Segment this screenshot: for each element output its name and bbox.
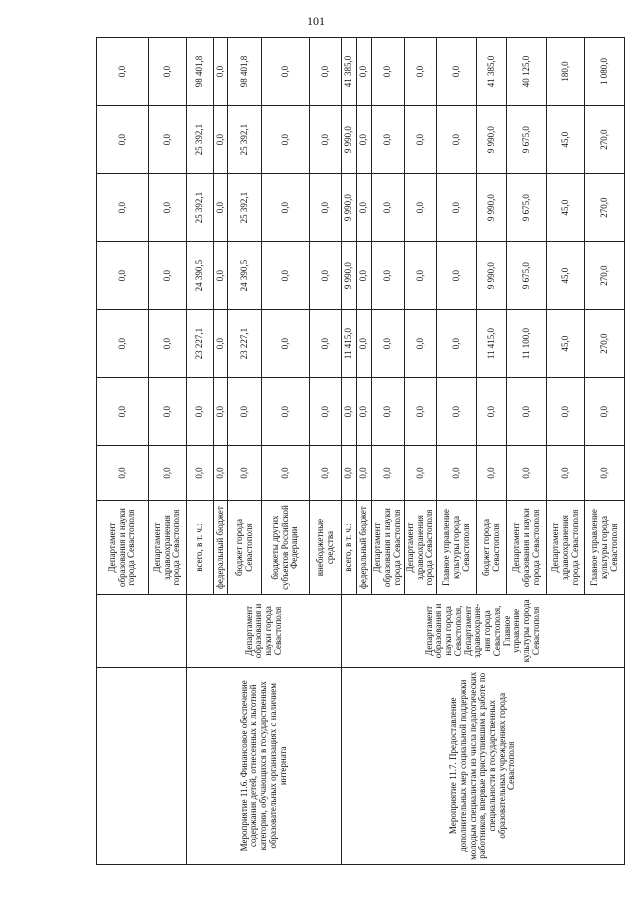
value-cell: 11 415,0 xyxy=(477,310,507,378)
value-cell: 0,0 xyxy=(97,38,149,106)
value-cell: 41 385,0 xyxy=(477,38,507,106)
value-cell: 0,0 xyxy=(214,38,228,106)
value-cell: 0,0 xyxy=(310,378,342,446)
value-cell: 0,0 xyxy=(262,446,310,501)
funding-source-cell: Департамент здравоохранения города Севастополя xyxy=(405,500,437,594)
value-cell: 0,0 xyxy=(214,174,228,242)
value-cell: 0,0 xyxy=(405,378,437,446)
funding-source-cell: бюджеты других субъектов Российской Федерации xyxy=(262,500,310,594)
value-cell: 0,0 xyxy=(477,446,507,501)
value-cell: 0,0 xyxy=(357,242,372,310)
value-cell: 180,0 xyxy=(547,38,585,106)
value-cell: 0,0 xyxy=(405,38,437,106)
value-cell: 0,0 xyxy=(149,378,187,446)
value-cell: 0,0 xyxy=(97,242,149,310)
funding-source-cell: Департамент образования и науки города Севастополя xyxy=(97,500,149,594)
value-cell: 0,0 xyxy=(437,242,477,310)
value-cell: 9 990,0 xyxy=(342,106,357,174)
measure-cell xyxy=(97,667,187,864)
value-cell: 0,0 xyxy=(507,378,547,446)
value-cell: 0,0 xyxy=(310,242,342,310)
value-cell: 24 390,5 xyxy=(228,242,262,310)
value-cell: 45,0 xyxy=(547,174,585,242)
value-cell: 9 990,0 xyxy=(477,242,507,310)
value-cell: 0,0 xyxy=(187,446,214,501)
value-cell: 11 415,0 xyxy=(342,310,357,378)
value-cell: 0,0 xyxy=(149,310,187,378)
value-cell: 0,0 xyxy=(372,38,405,106)
value-cell: 0,0 xyxy=(262,310,310,378)
value-cell: 0,0 xyxy=(97,378,149,446)
value-cell: 0,0 xyxy=(357,446,372,501)
value-cell: 0,0 xyxy=(372,310,405,378)
value-cell: 25 392,1 xyxy=(228,174,262,242)
value-cell: 0,0 xyxy=(437,310,477,378)
value-cell: 0,0 xyxy=(310,310,342,378)
value-cell: 0,0 xyxy=(372,242,405,310)
value-cell: 0,0 xyxy=(262,378,310,446)
funding-source-cell: Департамент образования и науки города Севастополя xyxy=(372,500,405,594)
value-cell: 25 392,1 xyxy=(187,174,214,242)
value-cell: 23 227,1 xyxy=(228,310,262,378)
value-cell: 25 392,1 xyxy=(228,106,262,174)
value-cell: 0,0 xyxy=(372,378,405,446)
measure-cell: Мероприятие 11.6. Финансовое обеспечение содержания детей, отнесенных к льготной категории, обучающихся в государственных образовательных организациях с наличием интерната xyxy=(187,667,342,864)
value-cell: 1 080,0 xyxy=(585,38,625,106)
budget-table-body xyxy=(97,38,625,865)
value-cell: 0,0 xyxy=(585,378,625,446)
value-cell: 0,0 xyxy=(262,106,310,174)
value-cell: 0,0 xyxy=(405,106,437,174)
value-cell: 45,0 xyxy=(547,106,585,174)
value-cell: 0,0 xyxy=(585,446,625,501)
value-cell: 0,0 xyxy=(437,38,477,106)
value-cell: 0,0 xyxy=(357,310,372,378)
value-cell: 0,0 xyxy=(310,174,342,242)
value-cell: 45,0 xyxy=(547,310,585,378)
funding-source-cell: федеральный бюджет xyxy=(357,500,372,594)
value-cell: 9 675,0 xyxy=(507,174,547,242)
value-cell: 270,0 xyxy=(585,106,625,174)
value-cell: 270,0 xyxy=(585,242,625,310)
value-cell: 0,0 xyxy=(97,310,149,378)
value-cell: 9 990,0 xyxy=(477,174,507,242)
value-cell: 0,0 xyxy=(310,38,342,106)
value-cell: 0,0 xyxy=(149,174,187,242)
rotated-table-area xyxy=(96,37,619,865)
value-cell: 0,0 xyxy=(372,446,405,501)
value-cell: 0,0 xyxy=(405,446,437,501)
value-cell: 98 401,8 xyxy=(228,38,262,106)
executor-cell xyxy=(97,595,187,667)
value-cell: 0,0 xyxy=(342,446,357,501)
value-cell: 9 990,0 xyxy=(477,106,507,174)
value-cell: 0,0 xyxy=(149,38,187,106)
table-row xyxy=(187,38,214,865)
value-cell: 9 990,0 xyxy=(342,242,357,310)
funding-source-cell: Департамент здравоохранения города Севастополя xyxy=(149,500,187,594)
value-cell: 40 125,0 xyxy=(507,38,547,106)
budget-table xyxy=(96,37,625,865)
funding-source-cell: федеральный бюджет xyxy=(214,500,228,594)
value-cell: 0,0 xyxy=(228,446,262,501)
table-row xyxy=(97,38,149,865)
value-cell: 0,0 xyxy=(310,106,342,174)
value-cell: 0,0 xyxy=(547,378,585,446)
value-cell: 0,0 xyxy=(97,446,149,501)
value-cell: 25 392,1 xyxy=(187,106,214,174)
value-cell: 0,0 xyxy=(310,446,342,501)
rotated-table-container xyxy=(96,37,619,865)
value-cell: 9 990,0 xyxy=(342,174,357,242)
value-cell: 23 227,1 xyxy=(187,310,214,378)
value-cell: 11 100,0 xyxy=(507,310,547,378)
value-cell: 0,0 xyxy=(477,378,507,446)
table-row xyxy=(342,38,357,865)
value-cell: 0,0 xyxy=(437,378,477,446)
value-cell: 0,0 xyxy=(342,378,357,446)
value-cell: 270,0 xyxy=(585,174,625,242)
value-cell: 0,0 xyxy=(149,106,187,174)
value-cell: 0,0 xyxy=(187,378,214,446)
value-cell: 0,0 xyxy=(357,378,372,446)
executor-cell: Департамент образования и науки города Севастополя xyxy=(187,595,342,667)
funding-source-cell: Департамент здравоохранения города Севастополя xyxy=(547,500,585,594)
value-cell: 98 401,8 xyxy=(187,38,214,106)
value-cell: 0,0 xyxy=(372,174,405,242)
value-cell: 0,0 xyxy=(405,174,437,242)
value-cell: 0,0 xyxy=(357,174,372,242)
value-cell: 0,0 xyxy=(357,106,372,174)
value-cell: 0,0 xyxy=(149,242,187,310)
value-cell: 0,0 xyxy=(214,378,228,446)
value-cell: 0,0 xyxy=(262,38,310,106)
funding-source-cell: Департамент образования и науки города Севастополя xyxy=(507,500,547,594)
value-cell: 41 385,0 xyxy=(342,38,357,106)
funding-source-cell: внебюджетные средства xyxy=(310,500,342,594)
value-cell: 270,0 xyxy=(585,310,625,378)
value-cell: 0,0 xyxy=(149,446,187,501)
value-cell: 0,0 xyxy=(405,310,437,378)
executor-cell: Департамент образования и науки города Севастополя, Департамент здравоохране-ния города Севастополя, Главное управление культуры города Севастополя xyxy=(342,595,625,667)
funding-source-cell: всего, в т. ч.: xyxy=(342,500,357,594)
funding-source-cell: бюджет города Севастополя xyxy=(477,500,507,594)
value-cell: 0,0 xyxy=(547,446,585,501)
funding-source-cell: всего, в т. ч.: xyxy=(187,500,214,594)
value-cell: 0,0 xyxy=(507,446,547,501)
funding-source-cell: Главное управление культуры города Севастополя xyxy=(437,500,477,594)
value-cell: 0,0 xyxy=(97,174,149,242)
value-cell: 0,0 xyxy=(214,310,228,378)
value-cell: 0,0 xyxy=(437,106,477,174)
value-cell: 0,0 xyxy=(214,242,228,310)
funding-source-cell: бюджет города Севастополя xyxy=(228,500,262,594)
value-cell: 0,0 xyxy=(405,242,437,310)
value-cell: 9 675,0 xyxy=(507,242,547,310)
value-cell: 0,0 xyxy=(437,446,477,501)
value-cell: 24 390,5 xyxy=(187,242,214,310)
value-cell: 0,0 xyxy=(372,106,405,174)
value-cell: 0,0 xyxy=(262,242,310,310)
value-cell: 0,0 xyxy=(214,446,228,501)
funding-source-cell: Главное управление культуры города Севастополя xyxy=(585,500,625,594)
value-cell: 0,0 xyxy=(228,378,262,446)
value-cell: 0,0 xyxy=(262,174,310,242)
value-cell: 0,0 xyxy=(214,106,228,174)
value-cell: 0,0 xyxy=(357,38,372,106)
value-cell: 0,0 xyxy=(97,106,149,174)
value-cell: 9 675,0 xyxy=(507,106,547,174)
page-number: 101 xyxy=(307,14,325,28)
value-cell: 0,0 xyxy=(437,174,477,242)
value-cell: 45,0 xyxy=(547,242,585,310)
measure-cell: Мероприятие 11.7. Предоставление дополнительных мер социальной поддержки молодым специалистам из числа педагогических работников, впервые приступившим к работе по специальности в государственных образовательных учреждениях города Севастополя xyxy=(342,667,625,864)
